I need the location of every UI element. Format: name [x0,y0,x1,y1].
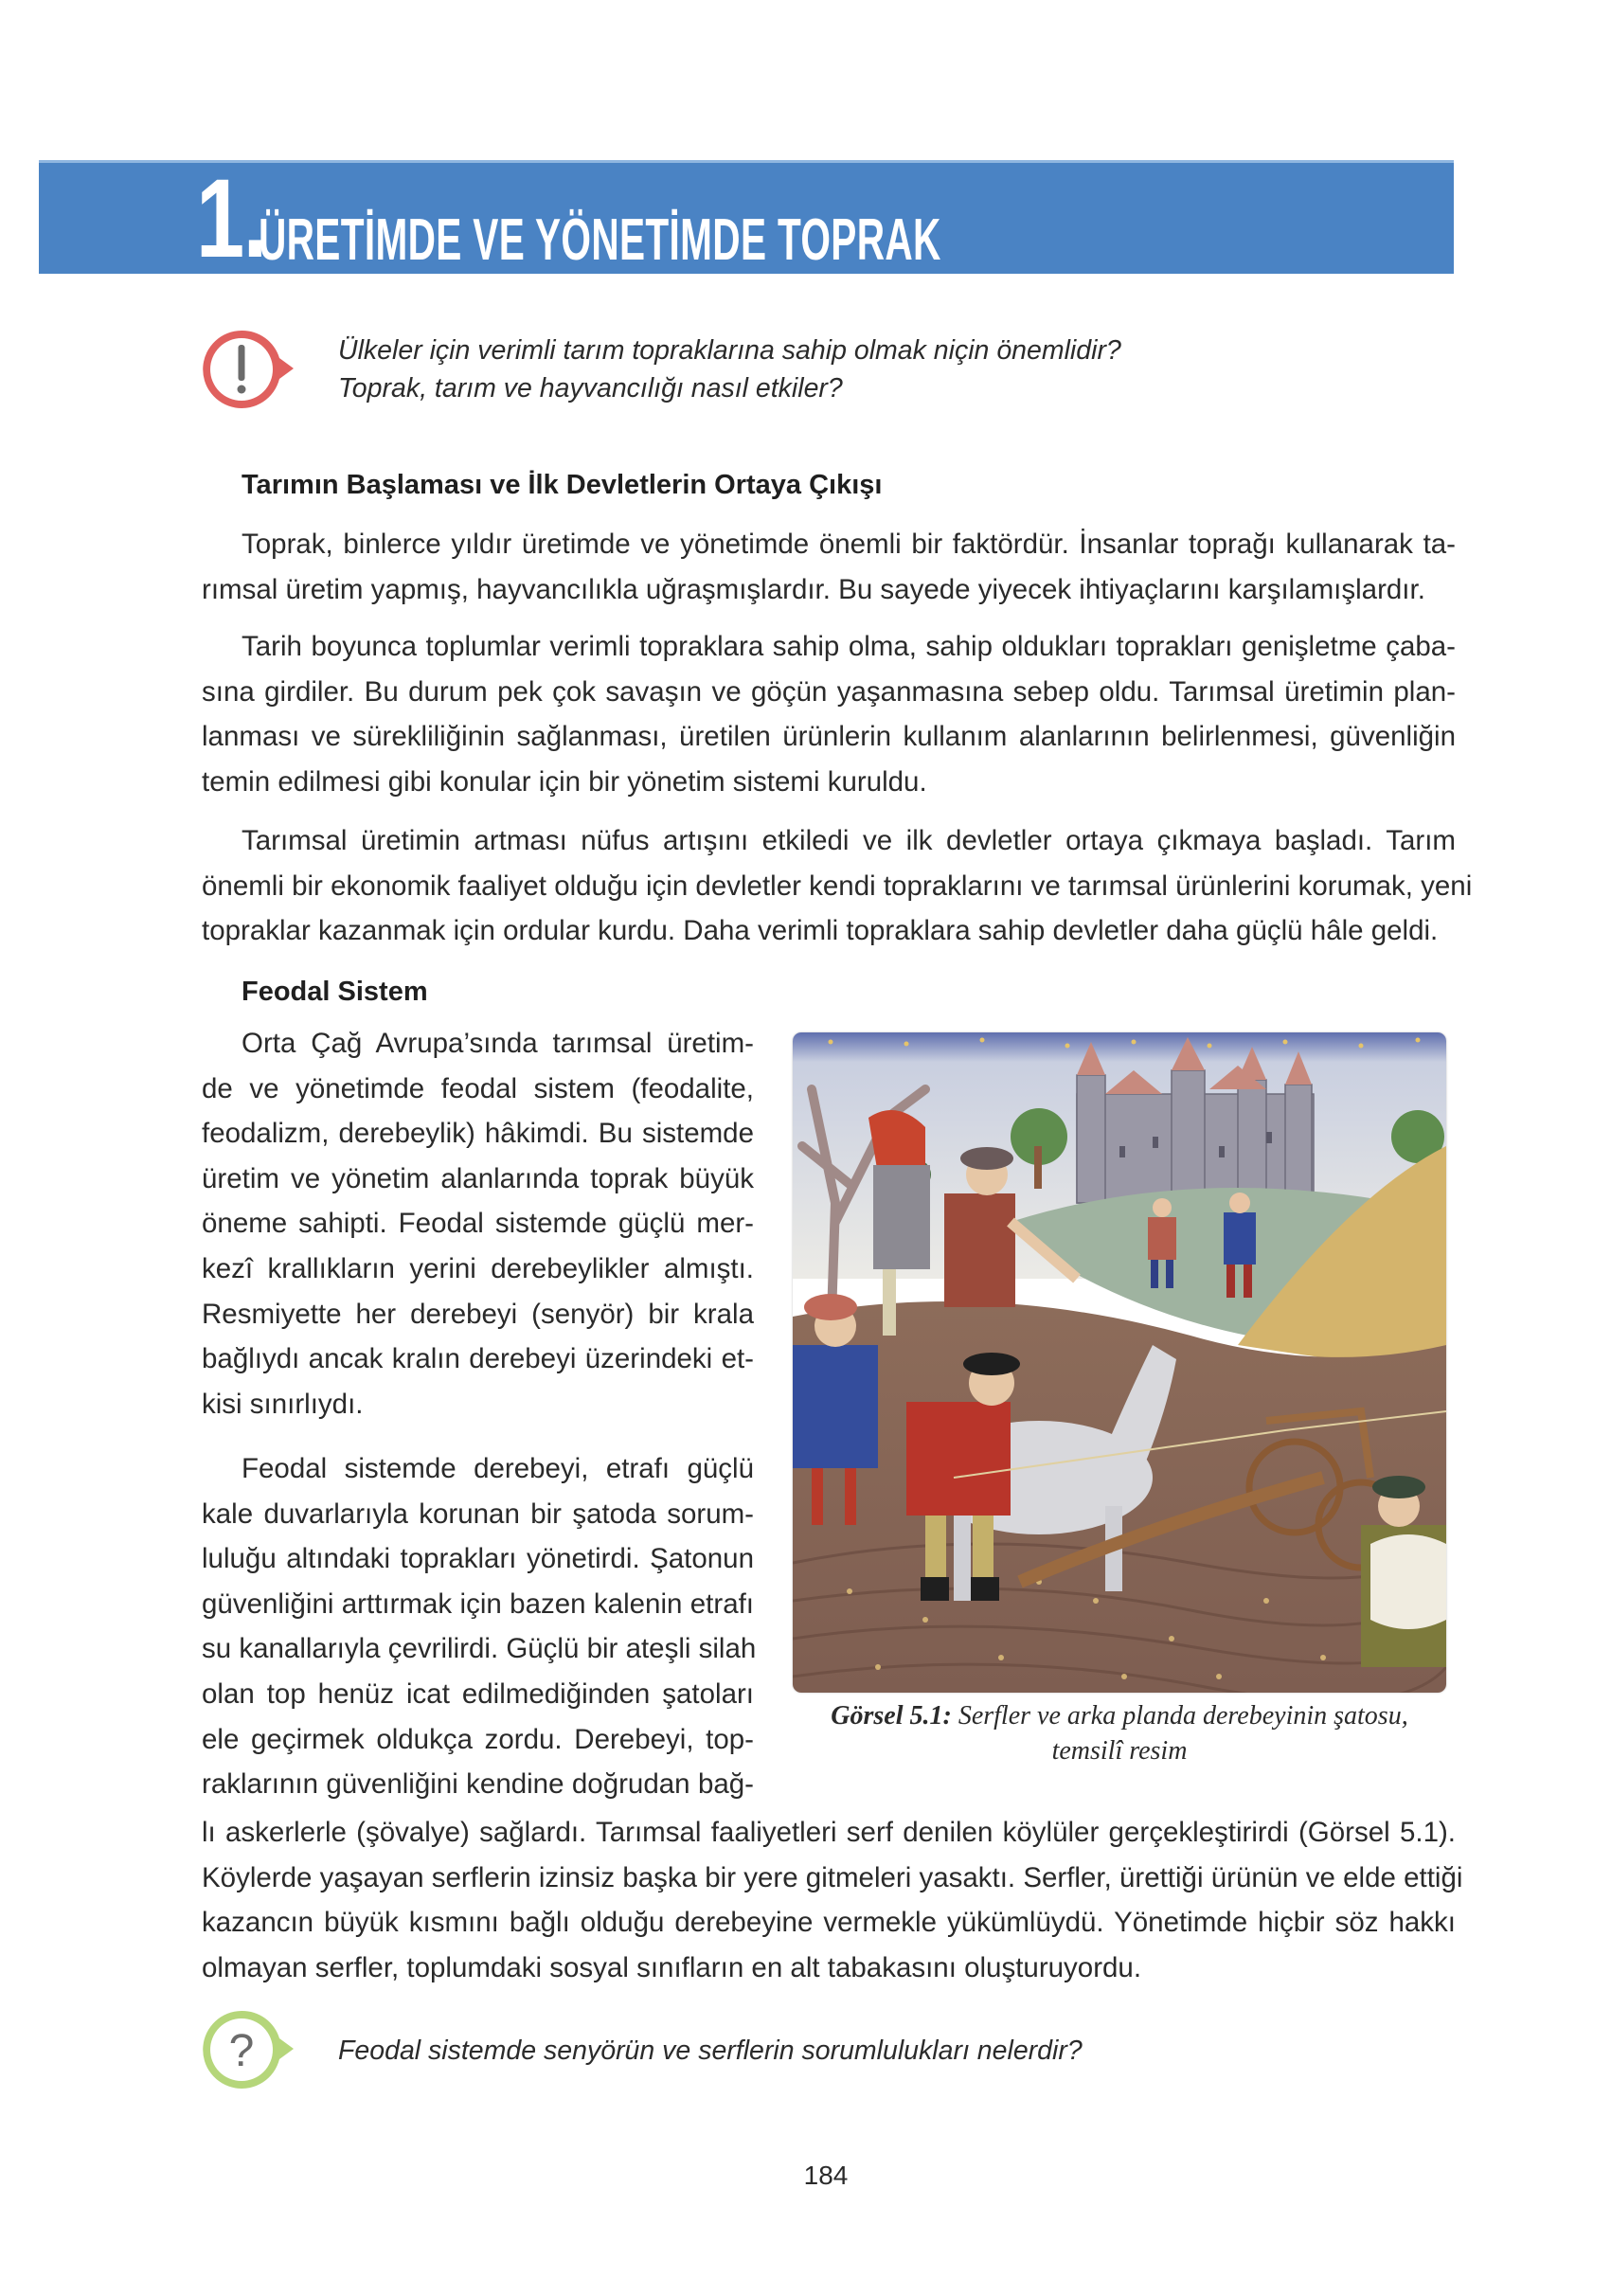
text-line: sına girdiler. Bu durum pek çok savaşın ve göçün yaşanmasına sebep oldu. Tarımsal üretimin plan- [202,675,1456,708]
text-line: Resmiyette her derebeyi (senyör) bir krala [202,1298,754,1330]
text-line: de ve yönetimde feodal sistem (feodalite, [202,1072,754,1104]
text-line: güvenliğini arttırmak için bazen kalenin etrafı [202,1587,754,1620]
text-line: kale duvarlarıyla korunan bir şatoda sorum- [202,1498,754,1530]
text-line: temin edilmesi gibi konular için bir yönetim sistemi kuruldu. [202,765,927,798]
figure-caption-line-1 [793,1698,1446,1733]
question-icon [200,2007,295,2092]
text-line: rımsal üretim yapmış, hayvancılıkla uğraşmışlardır. Bu sayede yiyecek ihtiyaçlarını karşılamışlardır. [202,573,1425,605]
section-heading-agriculture: Tarımın Başlaması ve İlk Devletlerin Ortaya Çıkışı [242,470,883,500]
page-number: 184 [803,2161,849,2190]
text-line: raklarının güvenliğini kendine doğrudan bağ- [202,1768,754,1801]
text-line: olan top henüz icat edilmediğinden şatoları [202,1677,754,1710]
figure-image-serfs-castle [793,1032,1446,1693]
text-line: kezî krallıkların yerini derebeylikler almıştı. [202,1252,754,1284]
text-line: bağlıydı ancak kralın derebeyi üzerindeki et- [202,1343,754,1375]
text-line: kisi sınırlıydı. [202,1388,364,1420]
text-line: üretim ve yönetim alanlarında toprak büyük [202,1162,754,1194]
paragraph-feudal-2-column [202,1446,757,1807]
review-question: Feodal sistemde senyörün ve serflerin sorumlulukları nelerdir? [338,2036,1083,2066]
intro-question-1: Ülkeler için verimli tarım topraklarına sahip olmak niçin önemlidir? [338,335,1121,366]
chapter-number: 1. [196,156,266,281]
text-line: luluğu altındaki toprakları yönetirdi. Şatonun [202,1543,754,1575]
intro-question-2: Toprak, tarım ve hayvancılığı nasıl etkiler? [338,373,843,404]
text-line: Tarımsal üretimin artması nüfus artışını etkiledi ve ilk devletler ortaya çıkmaya başladı. Tarım [242,825,1456,856]
text-line: lı askerlerle (şövalye) sağlardı. Tarımsal faaliyetleri serf denilen köylüler gerçekleştirirdi (Görsel 5.1). [202,1817,1456,1848]
text-line: olmayan serfler, toplumdaki sosyal sınıfların en alt tabakasını oluşturuyordu. [202,1951,1142,1983]
figure-caption-line-2: temsilî resim [1051,1736,1188,1766]
text-line: feodalizm, derebeylik) hâkimdi. Bu sistemde [202,1118,754,1150]
paragraph-3 [202,818,1473,954]
text-line: ele geçirmek oldukça zordu. Derebeyi, top- [202,1723,754,1755]
text-line: öneme sahipti. Feodal sistemde güçlü mer- [202,1208,754,1240]
paragraph-feudal-1 [202,1021,754,1426]
paragraph-1 [202,522,1456,612]
figure-label: Görsel 5.1: [831,1701,952,1731]
svg-text:?: ? [228,2026,255,2076]
text-line: Feodal sistemde derebeyi, etrafı güçlü [242,1453,754,1484]
text-line: topraklar kazanmak için ordular kurdu. Daha verimli topraklara sahip devletler daha güçlü hâle geldi. [202,915,1439,947]
text-line: lanması ve sürekliliğinin sağlanması, üretilen ürünlerin kullanım alanlarının belirlenmesi, güvenliğin [202,721,1456,753]
text-line: Orta Çağ Avrupa’sında tarımsal üretim- [242,1028,754,1059]
text-line: önemli bir ekonomik faaliyet olduğu için devletler kendi topraklarını ve tarımsal ürünlerini korumak, yeni [202,870,1473,902]
figure-caption-text: Serfler ve arka planda derebeyinin şatosu, [958,1701,1408,1731]
exclamation-icon [200,327,295,412]
text-line: Köylerde yaşayan serflerin izinsiz başka bir yere gitmeleri yasaktı. Serfler, ürettiği ürünün ve elde ettiği [202,1861,1463,1893]
text-line: kazancın büyük kısmını bağlı olduğu derebeyine vermekle yükümlüydü. Yönetimde hiçbir söz hakkı [202,1907,1456,1939]
section-heading-feudal: Feodal Sistem [242,977,428,1007]
text-line: Tarih boyunca toplumlar verimli topraklara sahip olma, sahip oldukları toprakları genişletme çaba- [242,631,1456,662]
text-line: Toprak, binlerce yıldır üretimde ve yönetimde önemli bir faktördür. İnsanlar toprağı kullanarak ta- [242,529,1456,560]
paragraph-feudal-2-full [202,1810,1463,1990]
chapter-title: ÜRETİMDE VE YÖNETİMDE TOPRAK [259,207,941,273]
text-line: su kanallarıyla çevrilirdi. Güçlü bir ateşli silah [202,1633,757,1665]
paragraph-2 [202,624,1456,804]
